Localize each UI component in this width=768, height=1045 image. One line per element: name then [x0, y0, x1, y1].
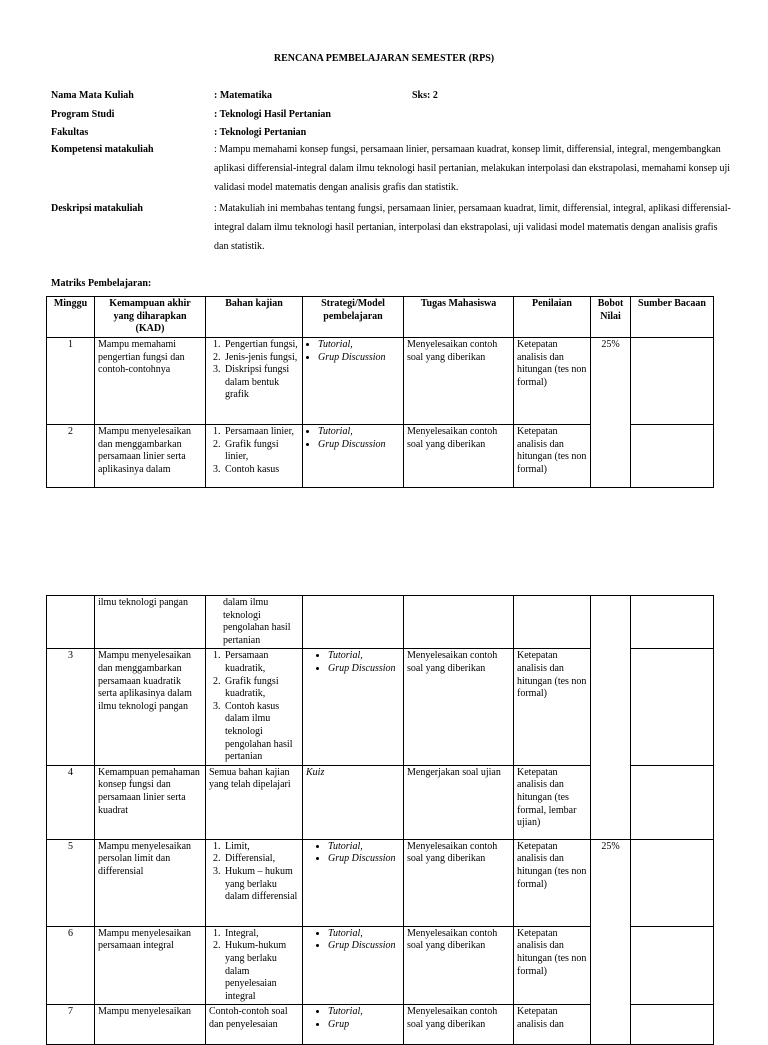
- cell-strategi: [303, 839, 404, 926]
- list-item: 1. Persamaan linier,: [223, 426, 299, 439]
- nama-label: Nama Mata Kuliah: [51, 90, 134, 101]
- cell-minggu: 1: [47, 338, 95, 425]
- cell-bahan: [206, 338, 303, 425]
- cell-kad: Mampu memahami pengertian fungsi dan contoh-contohnya: [95, 338, 206, 425]
- cell-tugas: Menyelesaikan contoh soal yang diberikan: [404, 425, 514, 488]
- header-tugas: Tugas Mahasiswa: [404, 297, 514, 338]
- prodi-value: : Teknologi Hasil Pertanian: [214, 109, 331, 120]
- list-item: 1. Limit,: [223, 841, 299, 854]
- cell-strategi: [303, 338, 404, 425]
- cell-bahan: Contoh-contoh soal dan penyelesaian: [206, 1005, 303, 1045]
- cell-minggu: 5: [47, 839, 95, 926]
- cell-bahan: [206, 839, 303, 926]
- fakultas-value: : Teknologi Pertanian: [214, 127, 307, 138]
- cell-penilaian: Ketepatan analisis dan hitungan (tes non formal): [514, 425, 591, 488]
- list-item: • Tutorial,: [328, 1006, 400, 1019]
- info-row-kompetensi: [51, 144, 731, 193]
- cell-bobot: 25%: [591, 839, 631, 1045]
- cell-kad: Mampu menyelesaikan: [95, 1005, 206, 1045]
- learning-matrix-table-continued: [46, 595, 714, 1045]
- info-row-nama: [51, 90, 731, 108]
- list-item: • Grup Discussion: [328, 940, 400, 953]
- nama-value: : Matematika: [214, 90, 273, 101]
- deskripsi-label: Deskripsi matakuliah: [51, 203, 143, 214]
- list-item: 2. Grafik fungsi linier,: [223, 439, 299, 464]
- cell-strategi: [303, 1005, 404, 1045]
- header-sumber: Sumber Bacaan: [631, 297, 714, 338]
- cell-strategi: [303, 425, 404, 488]
- prodi-label: Program Studi: [51, 109, 115, 120]
- list-item: 1. Integral,: [223, 928, 299, 941]
- list-item: dalam ilmu teknologi pengolahan hasil pertanian: [223, 597, 291, 646]
- cell-penilaian: Ketepatan analisis dan hitungan (tes non formal): [514, 338, 591, 425]
- deskripsi-value: : Matakuliah ini membahas tentang fungsi, persamaan linier, persamaan kuadrat, limit, differensial, integral, aplikasi differensial-integral dalam ilmu teknologi hasil pertanian, interpolasi dan ekstrapolasi, uji validasi model matematis dengan analisis grafis dan statistik.: [214, 203, 731, 252]
- sks-value: Sks: 2: [412, 90, 438, 101]
- header-penilaian: Penilaian: [514, 297, 591, 338]
- cell-kad: Mampu menyelesaikan dan menggambarkan persamaan linier serta aplikasinya dalam: [95, 425, 206, 488]
- fakultas-label: Fakultas: [51, 127, 89, 138]
- learning-matrix-table: [46, 296, 714, 488]
- list-item: 2. Grafik fungsi kuadratik,: [223, 676, 299, 701]
- cell-minggu: 7: [47, 1005, 95, 1045]
- cell-strategi: Kuiz: [303, 765, 404, 839]
- cell-minggu: 6: [47, 926, 95, 1005]
- cell-bahan: Semua bahan kajian yang telah dipelajari: [206, 765, 303, 839]
- list-item: 2. Differensial,: [223, 853, 299, 866]
- cell-sumber: [631, 1005, 714, 1045]
- cell-penilaian: [514, 596, 591, 649]
- table-row: [47, 338, 714, 425]
- cell-bobot: 25%: [591, 338, 631, 488]
- cell-sumber: [631, 338, 714, 425]
- matrix-title: Matriks Pembelajaran:: [51, 278, 152, 289]
- cell-strategi: [303, 649, 404, 765]
- kompetensi-label: Kompetensi matakuliah: [51, 144, 154, 155]
- table-header-row: [47, 297, 714, 338]
- cell-minggu: 3: [47, 649, 95, 765]
- cell-bahan: [206, 425, 303, 488]
- list-item: • Tutorial,: [318, 426, 400, 439]
- cell-tugas: Menyelesaikan contoh soal yang diberikan: [404, 1005, 514, 1045]
- cell-bahan: [206, 649, 303, 765]
- kompetensi-value: : Mampu memahami konsep fungsi, persamaan linier, persamaan kuadrat, konsep limit, differensial, integral, mengembangkan aplikasi differensial-integral dalam ilmu teknologi hasil pertanian, melakukan interpolasi dan ekstrapolasi, memahami konsep uji validasi model matematis dengan analisis grafis dan statistik.: [214, 144, 731, 193]
- list-item: • Grup Discussion: [328, 663, 400, 676]
- cell-minggu: [47, 596, 95, 649]
- cell-bobot: [591, 596, 631, 840]
- list-item: • Grup Discussion: [328, 853, 400, 866]
- cell-bahan: [206, 596, 303, 649]
- cell-tugas: Menyelesaikan contoh soal yang diberikan: [404, 839, 514, 926]
- info-row-deskripsi: [51, 203, 731, 252]
- cell-penilaian: Ketepatan analisis dan hitungan (tes formal, lembar ujian): [514, 765, 591, 839]
- list-item: 1. Pengertian fungsi,: [223, 339, 299, 352]
- cell-sumber: [631, 765, 714, 839]
- cell-penilaian: Ketepatan analisis dan hitungan (tes non formal): [514, 649, 591, 765]
- cell-tugas: [404, 596, 514, 649]
- cell-sumber: [631, 839, 714, 926]
- list-item: 3. Contoh kasus: [223, 464, 299, 477]
- cell-penilaian: Ketepatan analisis dan hitungan (tes non formal): [514, 839, 591, 926]
- list-item: • Grup: [328, 1019, 400, 1032]
- cell-minggu: 4: [47, 765, 95, 839]
- header-bobot: Bobot Nilai: [591, 297, 631, 338]
- table-row: [47, 596, 714, 649]
- document-title: RENCANA PEMBELAJARAN SEMESTER (RPS): [273, 53, 495, 64]
- list-item: • Grup Discussion: [318, 439, 400, 452]
- list-item: 2. Jenis-jenis fungsi,: [223, 352, 299, 365]
- list-item: • Tutorial,: [328, 841, 400, 854]
- cell-strategi: [303, 596, 404, 649]
- list-item: • Grup Discussion: [318, 352, 400, 365]
- cell-penilaian: Ketepatan analisis dan: [514, 1005, 591, 1045]
- list-item: • Tutorial,: [328, 650, 400, 663]
- list-item: 3. Contoh kasus dalam ilmu teknologi pengolahan hasil pertanian: [223, 701, 299, 764]
- cell-kad: ilmu teknologi pangan: [95, 596, 206, 649]
- cell-kad: Mampu menyelesaikan dan menggambarkan persamaan kuadratik serta aplikasinya dalam ilmu teknologi pangan: [95, 649, 206, 765]
- cell-kad: Mampu menyelesaikan persolan limit dan differensial: [95, 839, 206, 926]
- list-item: 3. Diskripsi fungsi dalam bentuk grafik: [223, 364, 299, 402]
- cell-sumber: [631, 649, 714, 765]
- cell-tugas: Menyelesaikan contoh soal yang diberikan: [404, 338, 514, 425]
- cell-sumber: [631, 425, 714, 488]
- cell-tugas: Menyelesaikan contoh soal yang diberikan: [404, 926, 514, 1005]
- header-bahan: Bahan kajian: [206, 297, 303, 338]
- cell-sumber: [631, 926, 714, 1005]
- cell-sumber: [631, 596, 714, 649]
- list-item: • Tutorial,: [318, 339, 400, 352]
- info-row-prodi: [51, 109, 731, 127]
- list-item: 1. Persamaan kuadratik,: [223, 650, 299, 675]
- header-kad: Kemampuan akhir yang diharapkan (KAD): [95, 297, 206, 338]
- cell-tugas: Mengerjakan soal ujian: [404, 765, 514, 839]
- cell-bahan: [206, 926, 303, 1005]
- cell-kad: Kemampuan pemahaman konsep fungsi dan persamaan linier serta kuadrat: [95, 765, 206, 839]
- cell-tugas: Menyelesaikan contoh soal yang diberikan: [404, 649, 514, 765]
- cell-strategi: [303, 926, 404, 1005]
- header-minggu: Minggu: [47, 297, 95, 338]
- header-strategi: Strategi/Model pembelajaran: [303, 297, 404, 338]
- list-item: 2. Hukum-hukum yang berlaku dalam penyelesaian integral: [223, 940, 299, 1003]
- cell-minggu: 2: [47, 425, 95, 488]
- list-item: 3. Hukum – hukum yang berlaku dalam differensial: [223, 866, 299, 904]
- table-row: [47, 839, 714, 926]
- list-item: • Tutorial,: [328, 928, 400, 941]
- cell-kad: Mampu menyelesaikan persamaan integral: [95, 926, 206, 1005]
- cell-penilaian: Ketepatan analisis dan hitungan (tes non formal): [514, 926, 591, 1005]
